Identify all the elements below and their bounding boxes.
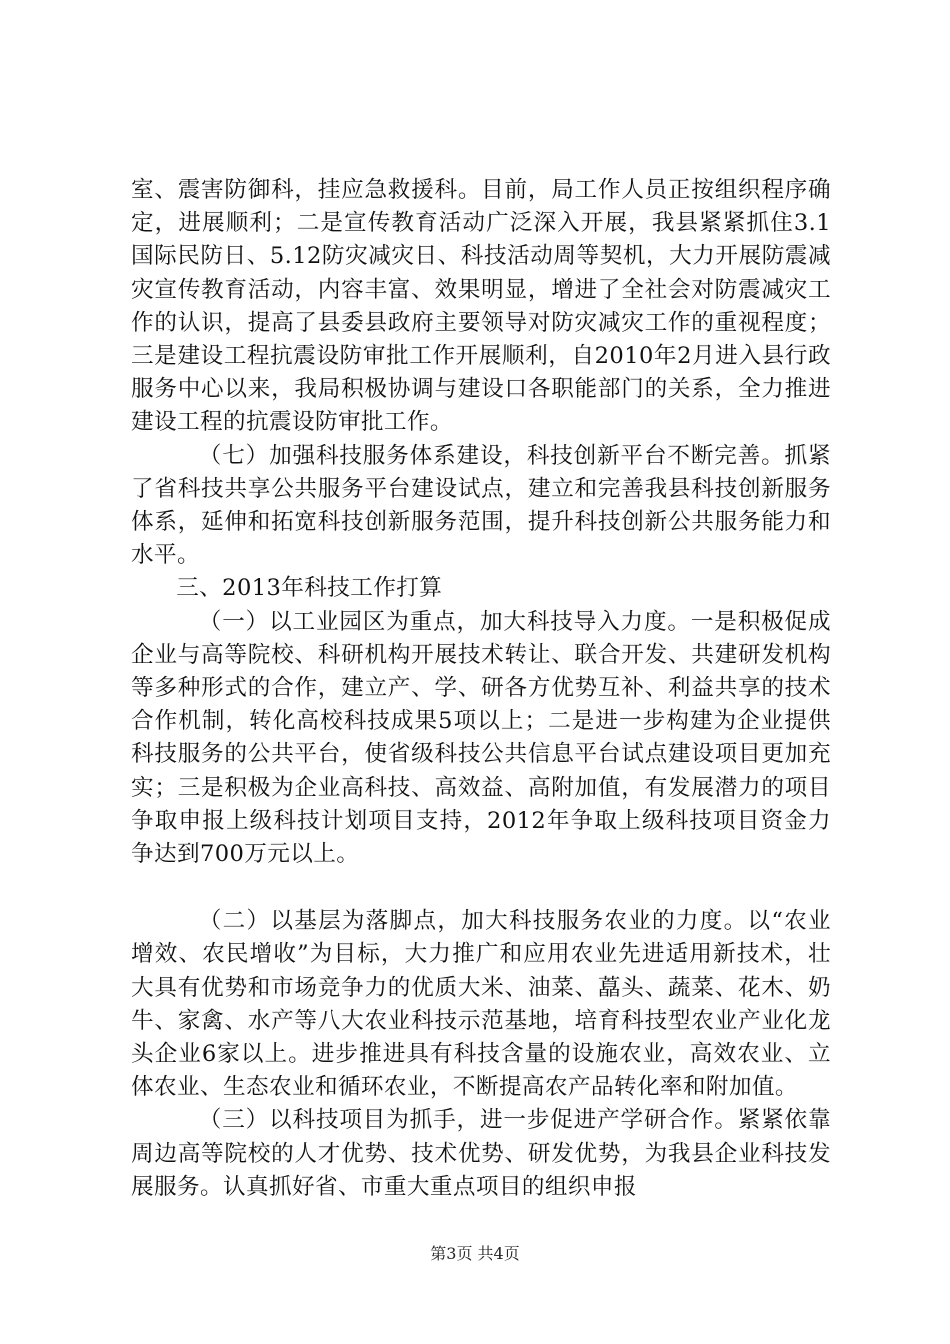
document-body bbox=[131, 174, 831, 1204]
paragraph-earthquake-work: 室、震害防御科，挂应急救援科。目前，局工作人员正按组织程序确定，进展顺利；二是宣传教育活动广泛深入开展，我县紧紧抓住3.1国际民防日、5.12防灾减灾日、科技活动周等契机，大力开展防震减灾宣传教育活动，内容丰富、效果明显，增进了全社会对防震减灾工作的认识，提高了县委县政府主要领导对防灾减灾工作的重视程度；三是建设工程抗震设防审批工作开展顺利，自2010年2月进入县行政服务中心以来，我局积极协调与建设口各职能部门的关系，全力推进建设工程的抗震设防审批工作。 bbox=[131, 177, 831, 436]
section-heading-2013-plan: 三、2013年科技工作打算 bbox=[176, 575, 443, 602]
page-number-footer: 第3页 共4页 bbox=[430, 1244, 520, 1263]
paragraph-research-cooperation: （三）以科技项目为抓手，进一步促进产学研合作。紧紧依靠周边高等院校的人才优势、技术优势、研发优势，为我县企业科技发展服务。认真抓好省、市重大重点项目的组织申报 bbox=[131, 1107, 831, 1200]
paragraph-agriculture: （二）以基层为落脚点，加大科技服务农业的力度。以“农业增效、农民增收”为目标，大力推广和应用农业先进适用新技术，壮大具有优势和市场竞争力的优质大米、油菜、藠头、蔬菜、花木、奶牛、家禽、水产等八大农业科技示范基地，培育科技型农业产业化龙头企业6家以上。进步推进具有科技含量的设施农业，高效农业、立体农业、生态农业和循环农业，不断提高农产品转化率和附加值。 bbox=[131, 908, 831, 1101]
paragraph-service-system: （七）加强科技服务体系建设，科技创新平台不断完善。抓紧了省科技共享公共服务平台建设试点，建立和完善我县科技创新服务体系，延伸和拓宽科技创新服务范围，提升科技创新公共服务能力和水平。 bbox=[131, 442, 831, 569]
paragraph-industrial-park: （一）以工业园区为重点，加大科技导入力度。一是积极促成企业与高等院校、科研机构开展技术转让、联合开发、共建研发机构等多种形式的合作，建立产、学、研各方优势互补、利益共享的技术合作机制，转化高校科技成果5项以上；二是进一步构建为企业提供科技服务的公共平台，使省级科技公共信息平台试点建设项目更加充实；三是积极为企业高科技、高效益、高附加值，有发展潜力的项目争取申报上级科技计划项目支持，2012年争取上级科技项目资金力争达到700万元以上。 bbox=[131, 608, 831, 868]
